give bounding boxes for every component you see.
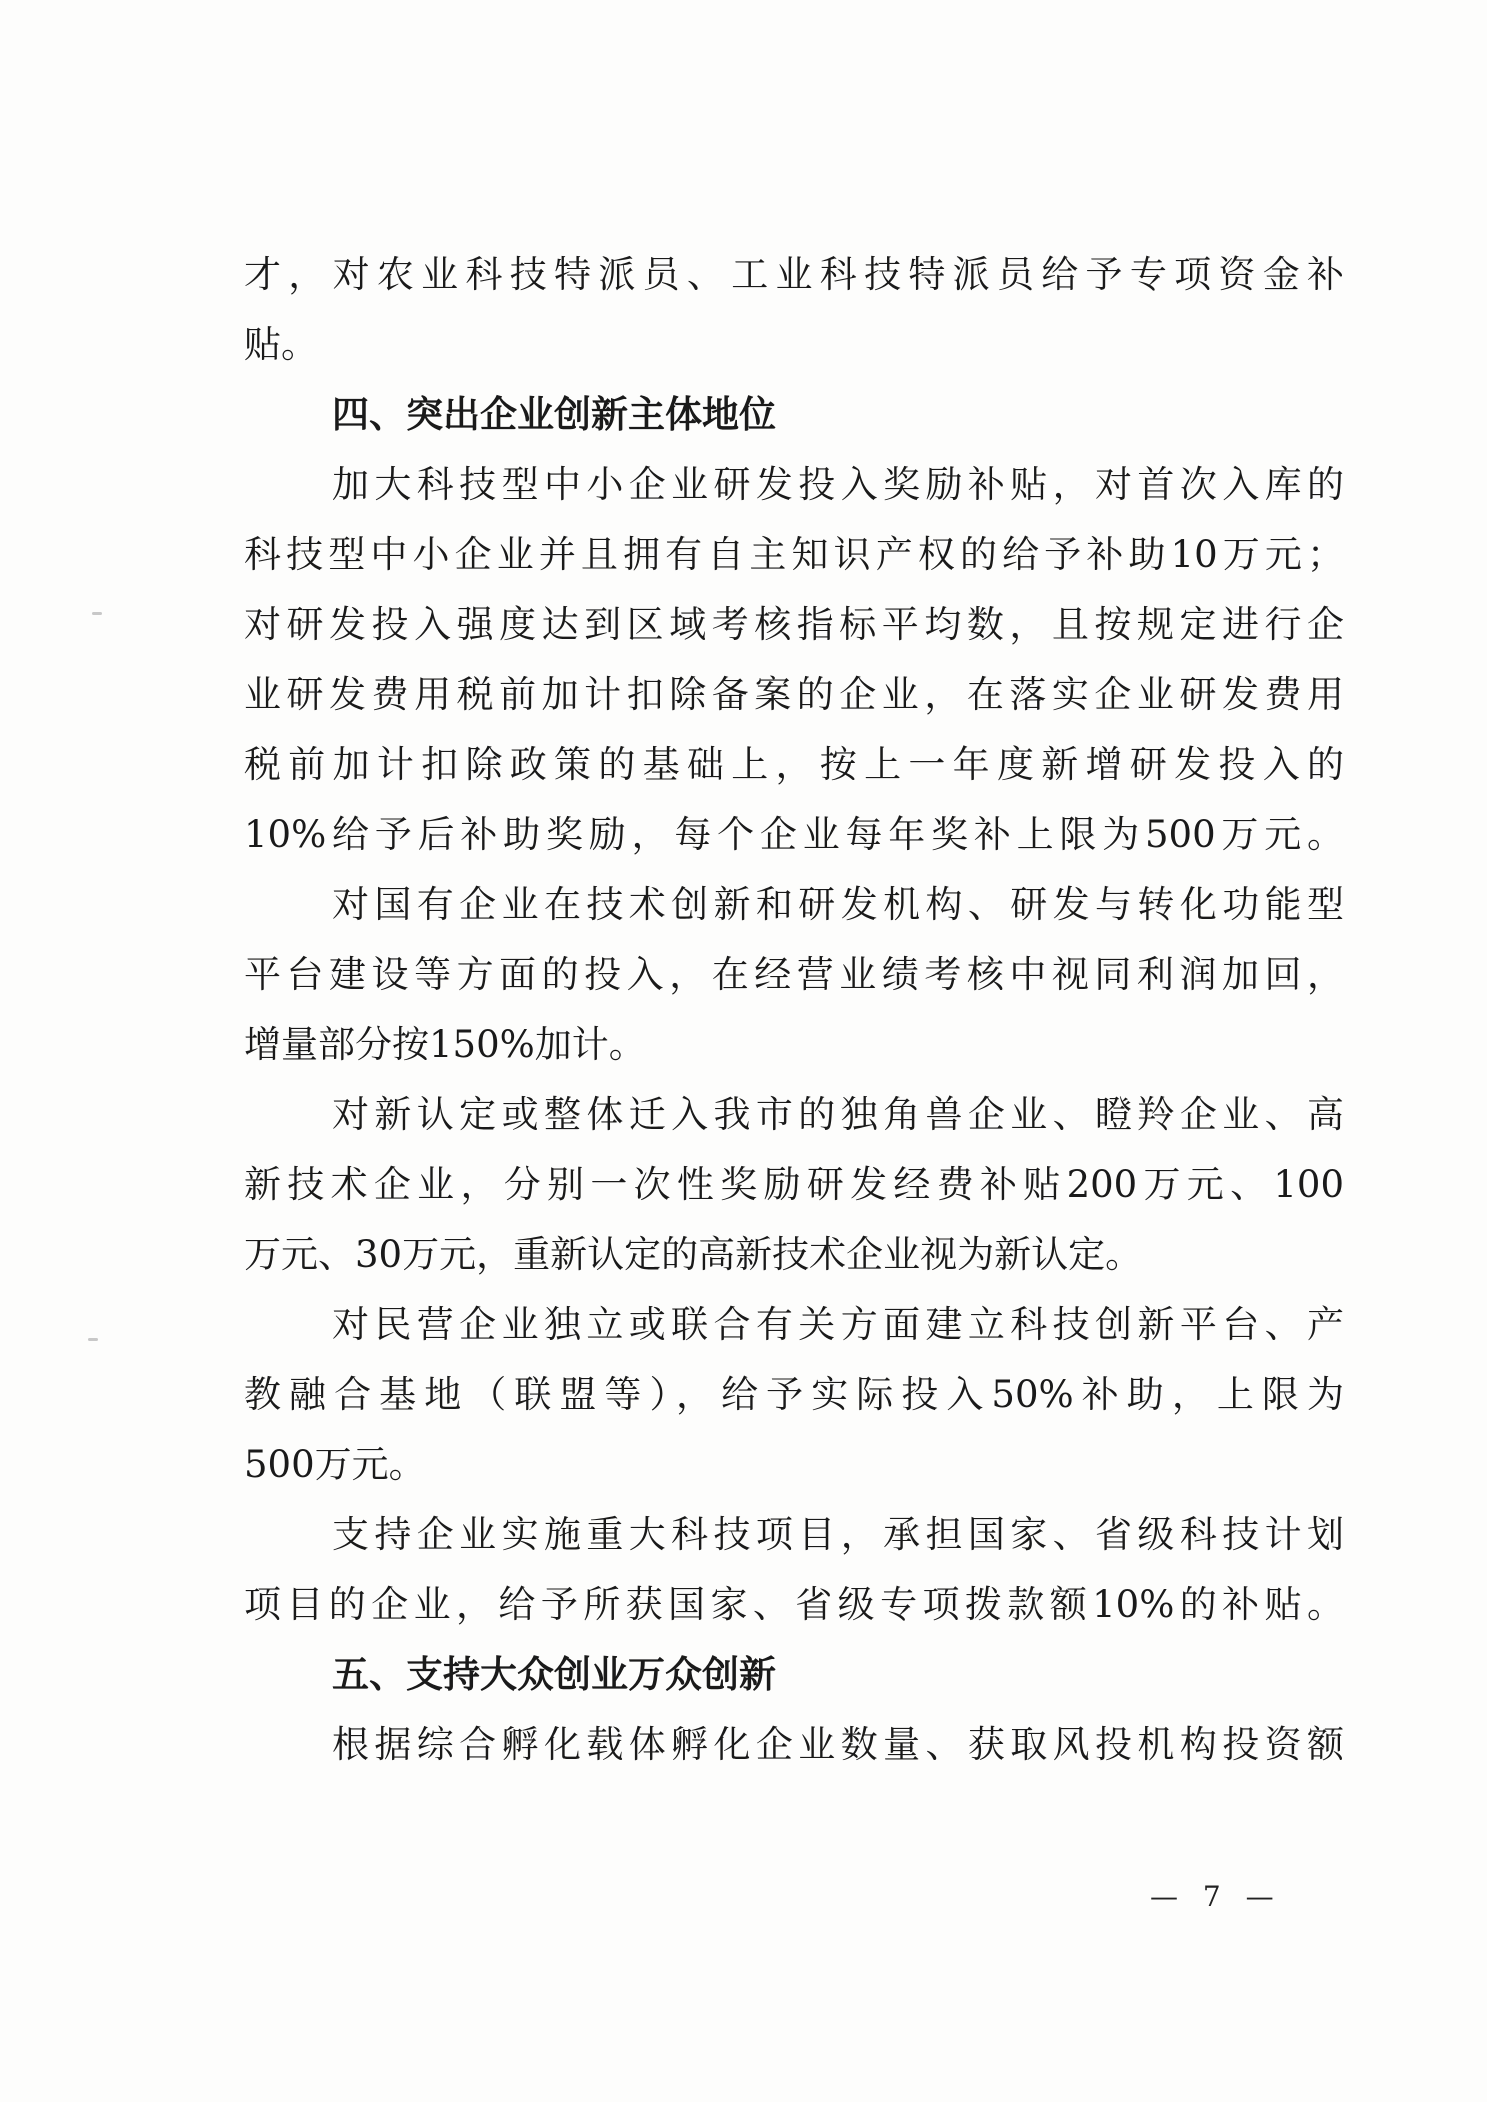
paragraph-line: 加大科技型中小企业研发投入奖励补贴，对首次入库的 [332,463,1344,506]
paragraph-line: 业研发费用税前加计扣除备案的企业，在落实企业研发费用 [244,673,1344,716]
paragraph-line: 贴。 [244,323,318,366]
paragraph-line: 科技型中小企业并且拥有自主知识产权的给予补助10万元； [244,533,1344,576]
paragraph-line: 税前加计扣除政策的基础上，按上一年度新增研发投入的 [244,743,1344,786]
scan-speck [88,1338,98,1341]
paragraph-line: 500万元。 [244,1443,426,1486]
paragraph-line: 根据综合孵化载体孵化企业数量、获取风投机构投资额 [332,1723,1344,1766]
paragraph-line: 新技术企业，分别一次性奖励研发经费补贴200万元、100 [244,1163,1344,1206]
paragraph-line: 支持企业实施重大科技项目，承担国家、省级科技计划 [332,1513,1344,1556]
paragraph-line: 对国有企业在技术创新和研发机构、研发与转化功能型 [332,883,1344,926]
paragraph-line: 平台建设等方面的投入，在经营业绩考核中视同利润加回， [244,953,1344,996]
paragraph-line: 项目的企业，给予所获国家、省级专项拨款额10%的补贴。 [244,1583,1344,1626]
paragraph-line: 10%给予后补助奖励，每个企业每年奖补上限为500万元。 [244,813,1344,856]
paragraph-line: 增量部分按150%加计。 [244,1023,646,1066]
body-text [244,240,1344,1780]
paragraph-line: 万元、30万元，重新认定的高新技术企业视为新认定。 [244,1233,1143,1276]
paragraph-line: 对研发投入强度达到区域考核指标平均数，且按规定进行企 [244,603,1344,646]
paragraph-line: 教融合基地（联盟等），给予实际投入50%补助，上限为 [244,1373,1344,1416]
section-heading-5: 五、支持大众创业万众创新 [332,1653,776,1696]
section-heading-4: 四、突出企业创新主体地位 [332,393,776,436]
page-number: — 7 — [1150,1880,1282,1913]
paragraph-line: 才，对农业科技特派员、工业科技特派员给予专项资金补 [244,253,1344,296]
paragraph-line: 对新认定或整体迁入我市的独角兽企业、瞪羚企业、高 [332,1093,1344,1136]
scan-speck [92,612,102,615]
paragraph-line: 对民营企业独立或联合有关方面建立科技创新平台、产 [332,1303,1344,1346]
